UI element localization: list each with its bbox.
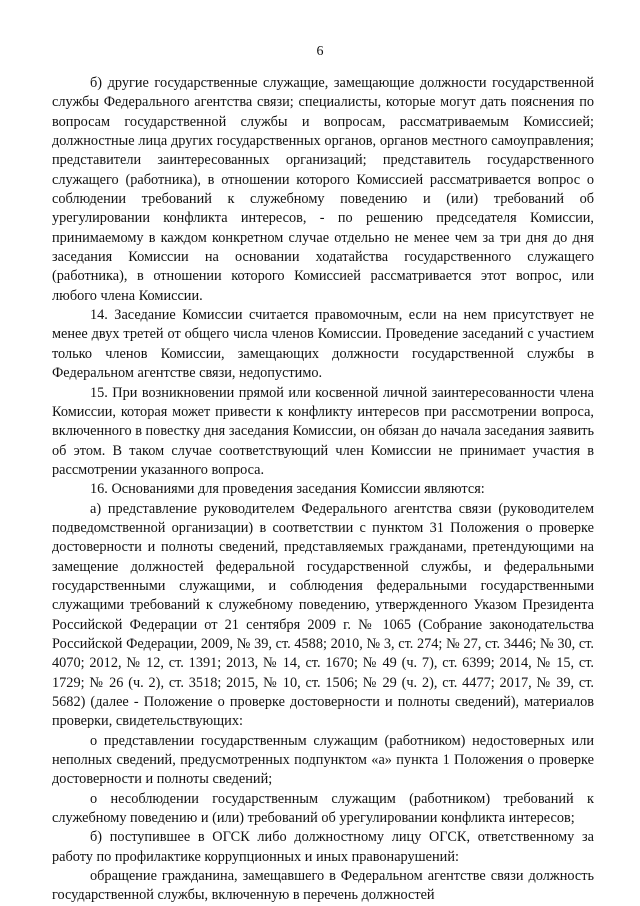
paragraph-15: 15. При возникновении прямой или косвенной личной заинтересованности члена Комиссии, которая может привести к конфликту интересов при рассмотрении вопроса, включенного в повестку дня заседания Комиссии, он обязан до начала заседания заявить об этом. В таком случае соответствующий член Комиссии не принимает участия в рассмотрении указанного вопроса. — [52, 384, 594, 478]
page-number: 6 — [316, 44, 324, 59]
paragraph-16a-item-1: о представлении государственным служащим (работником) недостоверных или неполных сведений, предусмотренных подпунктом «а» пункта 1 Положения о проверке достоверности и полноты сведений; — [52, 732, 594, 788]
paragraph-16a-item-2: о несоблюдении государственным служащим (работником) требований к служебному поведению и (или) требований об урегулировании конфликта интересов; — [52, 790, 594, 827]
document-body — [52, 74, 594, 906]
paragraph-13b: б) другие государственные служащие, замещающие должности государственной службы Федерального агентства связи; специалисты, которые могут дать пояснения по вопросам государственной службы и вопросам, рассматриваемым Комиссией; должностные лица других государственных органов, органов местного самоуправления; представители заинтересованных организаций; представитель государственного служащего (работника), в отношении которого Комиссией рассматривается вопрос о соблюдении требований к служебному поведению и (или) требований об урегулировании конфликта интересов, - по решению председателя Комиссии, принимаемому в каждом конкретном случае отдельно не менее чем за три дня до дня заседания Комиссии на основании ходатайства государственного служащего (работника), в отношении которого Комиссией рассматривается этот вопрос, или любого члена Комиссии. — [52, 75, 594, 304]
paragraph-16a: а) представление руководителем Федерального агентства связи (руководителем подведомственной организации) в соответствии с пунктом 31 Положения о проверке достоверности и полноты сведений, представляемых гражданами, претендующими на замещение должностей федеральной государственной службы, и федеральными государственными служащими, и соблюдения федеральными государственными служащими требований к служебному поведению, утвержденного Указом Президента Российской Федерации от 21 сентября 2009 г. № 1065 (Собрание законодательства Российской Федерации, 2009, № 39, ст. 4588; 2010, № 3, ст. 274; № 27, ст. 3446; № 30, ст. 4070; 2012, № 12, ст. 1391; 2013, № 14, ст. 1670; № 49 (ч. 7), ст. 6399; 2014, № 15, ст. 1729; № 26 (ч. 2), ст. 3518; 2015, № 10, ст. 1506; № 29 (ч. 2), ст. 4477; 2017, № 39, ст. 5682) (далее - Положение о проверке достоверности и полноты сведений), материалов проверки, свидетельствующих: — [52, 500, 594, 730]
paragraph-14: 14. Заседание Комиссии считается правомочным, если на нем присутствует не менее двух третей от общего числа членов Комиссии. Проведение заседаний с участием только членов Комиссии, замещающих должности государственной службы в Федеральном агентстве связи, недопустимо. — [52, 307, 594, 382]
paragraph-16b-item-1: обращение гражданина, замещавшего в Федеральном агентстве связи должность государственной службы, включенную в перечень должностей — [52, 868, 594, 904]
paragraph-16: 16. Основаниями для проведения заседания Комиссии являются: — [90, 481, 485, 498]
paragraph-16b: б) поступившее в ОГСК либо должностному лицу ОГСК, ответственному за работу по профилактике коррупционных и иных правонарушений: — [52, 829, 594, 865]
